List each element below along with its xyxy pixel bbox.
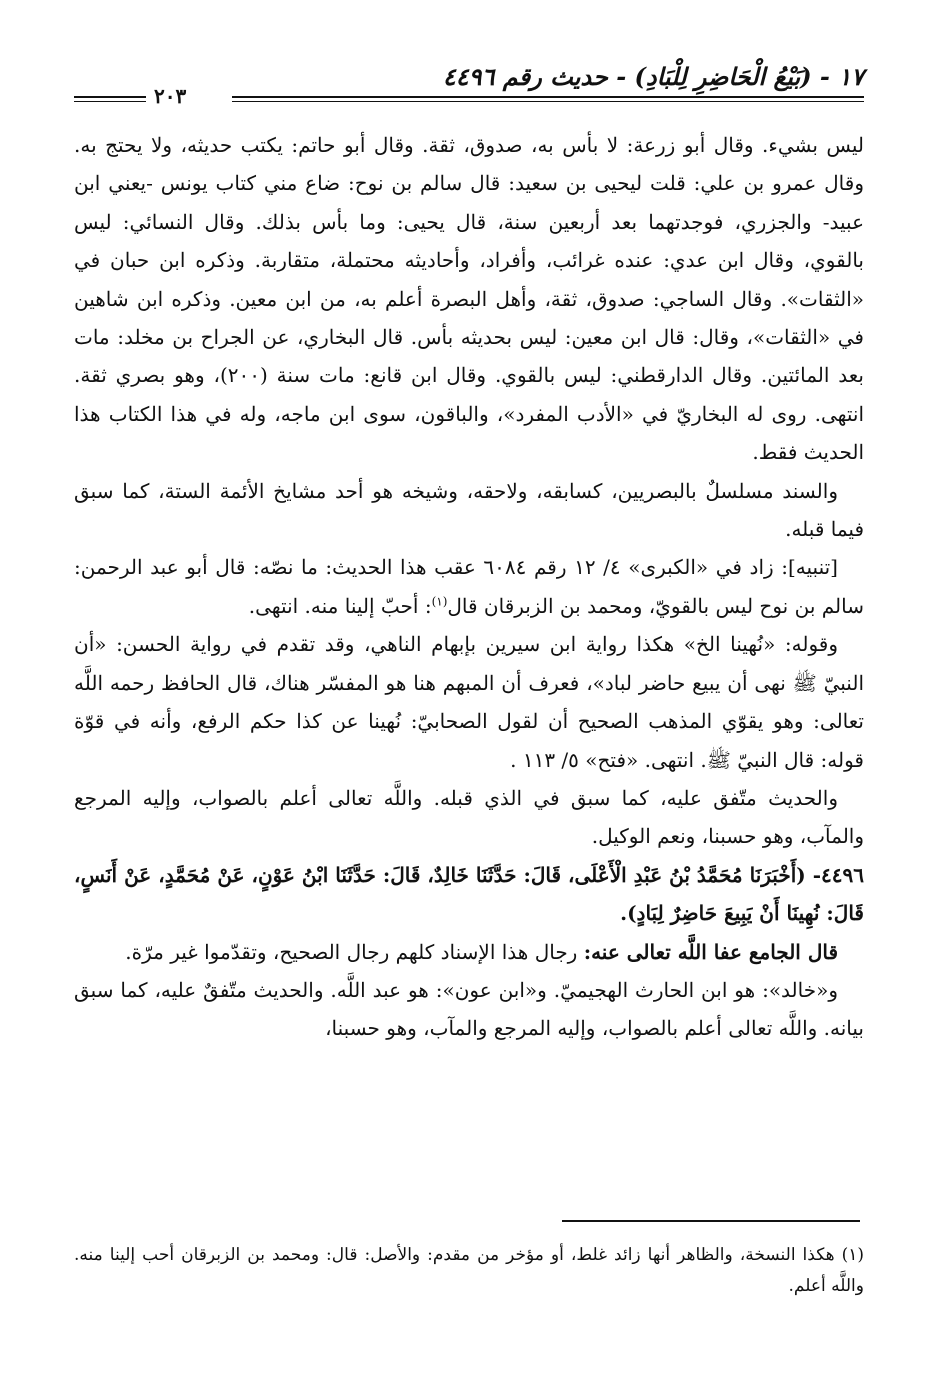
header-title: ١٧ - (بَيْعُ الْحَاضِرِ لِلْبَادِ) - حديث رقم ٤٤٩٦ xyxy=(442,62,864,91)
paragraph-compiler xyxy=(74,933,864,971)
footnote xyxy=(74,1240,864,1302)
footnote-rule xyxy=(562,1220,860,1222)
footnote-text: (١) هكذا النسخة، والظاهر أنها زائد غلط، أو مؤخر من مقدم: والأصل: قال: ومحمد بن الزبرقان أحب إلينا منه. واللَّه أعلم. xyxy=(74,1245,864,1296)
paragraph-closing: و«خالد»: هو ابن الحارث الهجيميّ. و«ابن عون»: هو عبد اللَّه. والحديث متّفقٌ عليه، كما سبق بيانه. واللَّه تعالى أعلم بالصواب، وإليه المرجع والمآب، وهو حسبنا، xyxy=(74,977,864,1041)
compiler-text: رجال هذا الإسناد كلهم رجال الصحيح، وتقدّموا غير مرّة. xyxy=(125,939,584,964)
paragraph-agreement: والحديث متّفق عليه، كما سبق في الذي قبله. واللَّه تعالى أعلم بالصواب، وإليه المرجع والمآب، وهو حسبنا، ونعم الوكيل. xyxy=(74,785,864,849)
paragraph-commentary: وقوله: «نُهينا الخ» هكذا رواية ابن سيرين بإبهام الناهي، وقد تقدم في رواية الحسن: «أن النبيّ ﷺ نهى أن يبيع حاضر لباد»، فعرف أن المبهم هنا هو المفسّر هناك، قال الحافظ رحمه اللَّه تعالى: وهو يقوّي المذهب الصحيح أن لقول الصحابيّ: نُهينا عن كذا حكم الرفع، وأنه في قوّة قوله: قال النبيّ ﷺ. انتهى. «فتح» ٥/ ١١٣ . xyxy=(74,632,864,772)
paragraph-chain: والسند مسلسلٌ بالبصريين، كسابقه، ولاحقه، وشيخه هو أحد مشايخ الأئمة الستة، كما سبق فيما قبله. xyxy=(74,478,864,542)
page-number-rule xyxy=(74,96,146,102)
header-rule xyxy=(232,96,864,102)
page-header xyxy=(74,62,864,108)
main-text xyxy=(74,126,864,1048)
page-number: ٢٠٣ xyxy=(154,84,187,108)
hadith-text: ٤٤٩٦- (أَخْبَرَنَا مُحَمَّدُ بْنُ عَبْدِ الْأَعْلَى، قَالَ: حَدَّثَنَا خَالِدٌ، قَالَ: حَدَّثَنَا ابْنُ عَوْنٍ، عَنْ مُحَمَّدٍ، عَنْ أَنَسٍ، قَالَ: نُهِينَا أَنْ يَبِيعَ حَاضِرٌ لِبَادٍ). xyxy=(74,862,864,926)
note-text-end: : أحبّ إلينا منه. انتهى. xyxy=(248,593,432,618)
paragraph-narrators: ليس بشيء. وقال أبو زرعة: لا بأس به، صدوق، ثقة. وقال أبو حاتم: يكتب حديثه، ولا يحتج به. وقال عمرو بن علي: قلت ليحيى بن سعيد: قال سالم بن نوح: ضاع مني كتاب يونس -يعني ابن عبيد- والجزري، فوجدتهما بعد أربعين سنة، قال يحيى: وما بأس بذلك. وقال النسائي: ليس بالقوي، وقال ابن عدي: عنده غرائب، وأفراد، وأحاديثه محتملة، متقاربة. وذكره ابن حبان في «الثقات». وقال الساجي: صدوق، ثقة، وأهل البصرة أعلم به، من ابن معين. وذكره ابن شاهين في «الثقات»، وقال: قال ابن معين: ليس بحديثه بأس. قال البخاري، عن الجراح بن مخلد: مات بعد المائتين. وقال الدارقطني: ليس بالقوي. وقال ابن قانع: مات سنة (٢٠٠)، وهو بصري ثقة. انتهى. روى له البخاريّ في «الأدب المفرد»، والباقون، سوى ابن ماجه، وله في هذا الكتاب هذا الحديث فقط. xyxy=(74,133,865,465)
footnote-ref: (١) xyxy=(431,594,448,609)
compiler-label: قال الجامع عفا اللَّه تعالى عنه: xyxy=(583,939,838,964)
note-text-start: [تنبيه]: زاد في «الكبرى» ٤/ ١٢ رقم ٦٠٨٤ عقب هذا الحديث: ما نصّه: قال أبو عبد الرحمن: سالم بن نوح ليس بالقويّ، ومحمد بن الزبرقان قال xyxy=(74,555,864,618)
paragraph-note xyxy=(74,548,864,625)
